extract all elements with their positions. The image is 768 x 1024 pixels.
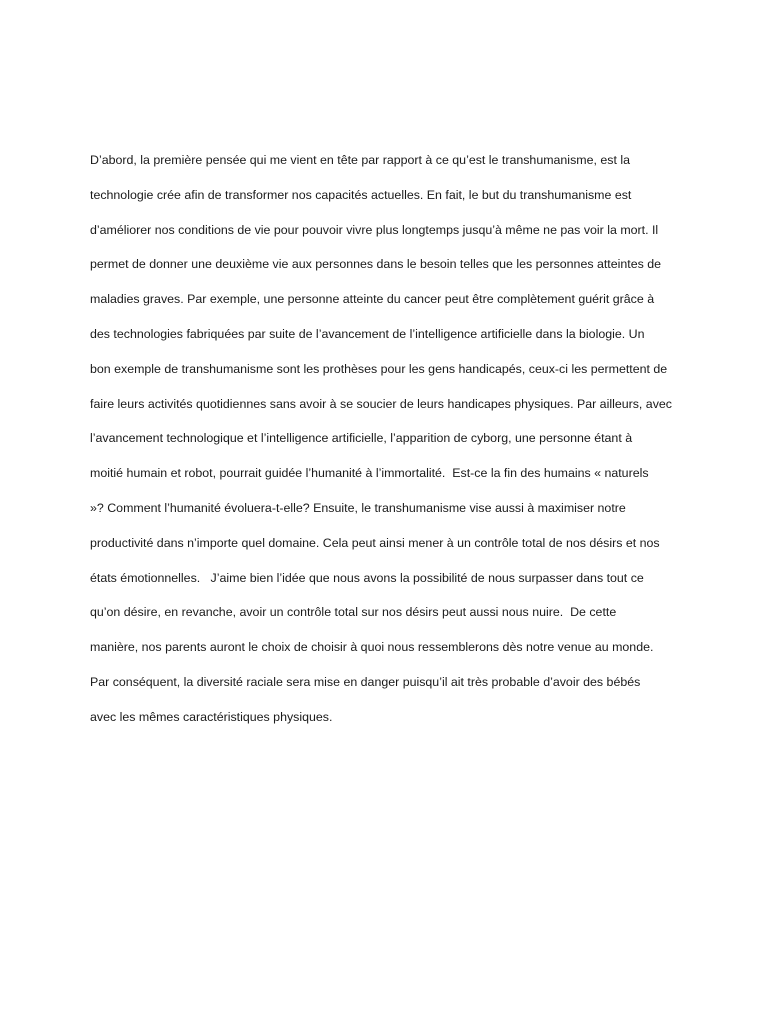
paragraph-line: D’abord, la première pensée qui me vient en tête par rapport à ce qu’est le transhumanisme, est la xyxy=(90,153,630,167)
paragraph-line: l’avancement technologique et l’intelligence artificielle, l’apparition de cyborg, une personne étant à xyxy=(90,431,633,446)
body-paragraph xyxy=(90,145,690,737)
paragraph-line: des technologies fabriquées par suite de l’avancement de l’intelligence artificielle dans la biologie. Un xyxy=(90,326,645,341)
paragraph-line: manière, nos parents auront le choix de choisir à quoi nous ressemblerons dès notre venue au monde. xyxy=(90,640,654,655)
paragraph-line: états émotionnelles. J’aime bien l’idée que nous avons la possibilité de nous surpasser dans tout ce xyxy=(90,570,644,585)
paragraph-line: maladies graves. Par exemple, une personne atteinte du cancer peut être complètement guérit grâce à xyxy=(90,292,655,307)
paragraph-line: d’améliorer nos conditions de vie pour pouvoir vivre plus longtemps jusqu’à même ne pas voir la mort. Il xyxy=(90,222,659,237)
paragraph-line: Par conséquent, la diversité raciale sera mise en danger puisqu’il ait très probable d’avoir des bébés xyxy=(90,674,641,689)
paragraph-line: avec les mêmes caractéristiques physiques. xyxy=(90,709,333,724)
paragraph-line: qu’on désire, en revanche, avoir un contrôle total sur nos désirs peut aussi nous nuire. De cette xyxy=(90,605,617,620)
paragraph-line: technologie crée afin de transformer nos capacités actuelles. En fait, le but du transhumanisme est xyxy=(90,187,632,202)
paragraph-line: productivité dans n’importe quel domaine. Cela peut ainsi mener à un contrôle total de nos désirs et nos xyxy=(90,535,660,550)
paragraph-line: faire leurs activités quotidiennes sans avoir à se soucier de leurs handicapes physiques. Par ailleurs, avec xyxy=(90,396,672,411)
paragraph-line: permet de donner une deuxième vie aux personnes dans le besoin telles que les personnes atteintes de xyxy=(90,257,662,272)
paragraph-line: »? Comment l’humanité évoluera-t-elle? Ensuite, le transhumanisme vise aussi à maximiser notre xyxy=(90,500,626,515)
paragraph-line: moitié humain et robot, pourrait guidée l’humanité à l’immortalité. Est-ce la fin des humains « naturels xyxy=(90,466,649,481)
paragraph-line: bon exemple de transhumanisme sont les prothèses pour les gens handicapés, ceux-ci les permettent de xyxy=(90,361,668,376)
